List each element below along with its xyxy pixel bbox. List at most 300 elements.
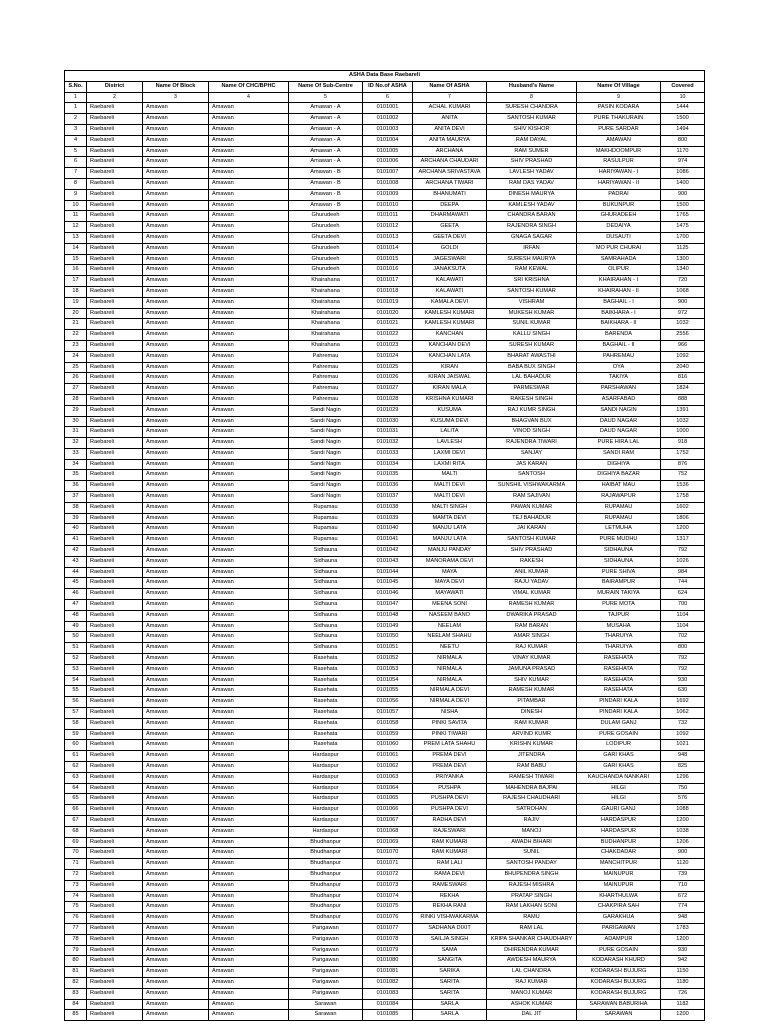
table-cell: 1500: [661, 114, 705, 125]
table-cell: LAVLESH: [413, 438, 487, 449]
table-cell: 42: [65, 546, 87, 557]
table-cell: Amawan: [143, 114, 209, 125]
table-cell: 1170: [661, 146, 705, 157]
table-cell: 0101082: [363, 977, 413, 988]
table-cell: Amawan: [143, 697, 209, 708]
table-cell: Amawan: [209, 481, 289, 492]
table-cell: LAXMI RITA: [413, 459, 487, 470]
table-cell: 966: [661, 340, 705, 351]
table-cell: Amawan: [209, 394, 289, 405]
table-cell: Amawan: [143, 319, 209, 330]
table-cell: RASEHATA: [577, 675, 661, 686]
table-cell: 7: [65, 168, 87, 179]
table-cell: Raebareli: [87, 988, 143, 999]
table-cell: KUSUMA: [413, 405, 487, 416]
table-cell: RAM KUMAR: [487, 718, 577, 729]
column-header: Husband's Name: [487, 81, 577, 92]
table-row: [65, 340, 705, 351]
table-cell: PURE SHIVA: [577, 567, 661, 578]
table-cell: 63: [65, 772, 87, 783]
table-row: [65, 913, 705, 924]
table-cell: Raebareli: [87, 178, 143, 189]
table-cell: Rupamau: [289, 513, 363, 524]
table-cell: 0101065: [363, 794, 413, 805]
table-cell: SANJAY: [487, 448, 577, 459]
table-cell: RAJAWAPUR: [577, 492, 661, 503]
table-cell: Raebareli: [87, 535, 143, 546]
table-cell: KRISHN KUMAR: [487, 740, 577, 751]
table-cell: Rupamau: [289, 535, 363, 546]
table-cell: 41: [65, 535, 87, 546]
table-cell: Pahremau: [289, 384, 363, 395]
table-cell: Raebareli: [87, 783, 143, 794]
table-cell: 39: [65, 513, 87, 524]
table-cell: Sarawan: [289, 999, 363, 1010]
table-cell: PARIGAWAN: [577, 923, 661, 934]
table-cell: Amawan: [209, 308, 289, 319]
table-cell: MAYAWATI: [413, 589, 487, 600]
table-cell: 0101004: [363, 135, 413, 146]
table-row: [65, 848, 705, 859]
table-cell: 52: [65, 654, 87, 665]
table-cell: 8: [65, 178, 87, 189]
table-cell: Amawan: [143, 751, 209, 762]
table-cell: PREMA DEVI: [413, 762, 487, 773]
table-cell: Amawan: [143, 708, 209, 719]
table-cell: LODIPUR: [577, 740, 661, 751]
table-cell: 974: [661, 157, 705, 168]
table-cell: 0101063: [363, 772, 413, 783]
table-cell: Amawan: [209, 438, 289, 449]
table-cell: Bhudhanpur: [289, 859, 363, 870]
table-cell: SANDI NAGIN: [577, 405, 661, 416]
table-cell: DULAM GANJ: [577, 718, 661, 729]
table-cell: 1536: [661, 481, 705, 492]
table-cell: Bhudhanpur: [289, 902, 363, 913]
table-cell: RAMA DEVI: [413, 869, 487, 880]
table-cell: Amawan - A: [289, 103, 363, 114]
table-cell: KIRAN JAISWAL: [413, 373, 487, 384]
table-cell: 1088: [661, 805, 705, 816]
table-cell: Amawan: [143, 481, 209, 492]
table-cell: 1038: [661, 826, 705, 837]
table-row: [65, 675, 705, 686]
table-cell: ADAMPUR: [577, 934, 661, 945]
table-cell: Raebareli: [87, 438, 143, 449]
table-cell: RAM SUMER: [487, 146, 577, 157]
table-cell: 1765: [661, 211, 705, 222]
table-cell: Raebareli: [87, 610, 143, 621]
table-cell: 72: [65, 869, 87, 880]
table-cell: Hardaspur: [289, 794, 363, 805]
table-cell: JAGESWARI: [413, 254, 487, 265]
table-cell: 0101018: [363, 286, 413, 297]
table-cell: Raebareli: [87, 200, 143, 211]
table-cell: Amawan: [209, 999, 289, 1010]
table-row: [65, 146, 705, 157]
table-cell: PUSHPA DEVI: [413, 805, 487, 816]
table-cell: Bhudhanpur: [289, 869, 363, 880]
table-cell: SANDI RAM: [577, 448, 661, 459]
table-cell: MUSAHA: [577, 621, 661, 632]
table-row: [65, 384, 705, 395]
table-cell: 739: [661, 869, 705, 880]
table-cell: Raebareli: [87, 481, 143, 492]
table-cell: Raebareli: [87, 459, 143, 470]
table-cell: RAJU YADAV: [487, 578, 577, 589]
table-cell: RASEHATA: [577, 664, 661, 675]
table-cell: Raebareli: [87, 286, 143, 297]
table-cell: Ghurudeeh: [289, 243, 363, 254]
table-cell: NIRMALA DEVI: [413, 697, 487, 708]
table-cell: SUNIL: [487, 848, 577, 859]
table-cell: 27: [65, 384, 87, 395]
table-cell: ARCHANA: [413, 146, 487, 157]
table-cell: Amawan: [143, 427, 209, 438]
table-cell: 0101030: [363, 416, 413, 427]
table-cell: GEETA: [413, 222, 487, 233]
table-cell: Amawan: [143, 783, 209, 794]
table-cell: 3: [65, 124, 87, 135]
table-cell: 80: [65, 956, 87, 967]
table-cell: Rasehata: [289, 686, 363, 697]
table-cell: 19: [65, 297, 87, 308]
table-cell: MANJU LATA: [413, 524, 487, 535]
table-row: [65, 103, 705, 114]
table-cell: SANTOSH KUMAR: [487, 286, 577, 297]
column-number: 1: [65, 92, 87, 103]
table-cell: JANAKSUTA: [413, 265, 487, 276]
table-cell: Raebareli: [87, 524, 143, 535]
table-cell: MUKESH KUMAR: [487, 308, 577, 319]
table-cell: SAILJA SINGH: [413, 934, 487, 945]
table-cell: Raebareli: [87, 945, 143, 956]
table-row: [65, 211, 705, 222]
table-cell: KALAWATI: [413, 276, 487, 287]
table-cell: 81: [65, 967, 87, 978]
table-cell: RASULPUR: [577, 157, 661, 168]
table-cell: Sidhauna: [289, 546, 363, 557]
table-cell: Amawan: [209, 934, 289, 945]
table-cell: Amawan: [143, 859, 209, 870]
table-cell: Khairahana: [289, 330, 363, 341]
table-cell: KODARASH BUJURG: [577, 977, 661, 988]
table-cell: 9: [65, 189, 87, 200]
table-cell: Raebareli: [87, 427, 143, 438]
table-row: [65, 891, 705, 902]
table-row: [65, 524, 705, 535]
table-cell: Amawan - B: [289, 178, 363, 189]
table-row: [65, 351, 705, 362]
table-cell: 1444: [661, 103, 705, 114]
table-cell: 792: [661, 654, 705, 665]
table-cell: Raebareli: [87, 891, 143, 902]
table-cell: AWADH BIHARI: [487, 837, 577, 848]
table-cell: Amawan: [209, 945, 289, 956]
table-cell: KODARASH KHURD: [577, 956, 661, 967]
table-cell: 930: [661, 945, 705, 956]
table-cell: RAM KUMARI: [413, 837, 487, 848]
column-number: 7: [413, 92, 487, 103]
table-cell: Raebareli: [87, 880, 143, 891]
table-cell: Amawan: [209, 805, 289, 816]
table-cell: 26: [65, 373, 87, 384]
table-cell: 1104: [661, 621, 705, 632]
table-cell: Raebareli: [87, 308, 143, 319]
table-cell: 984: [661, 567, 705, 578]
table-cell: Amawan: [143, 977, 209, 988]
table-cell: Amawan: [209, 729, 289, 740]
table-row: [65, 654, 705, 665]
table-cell: SUNSHIL VISHWAKARMA: [487, 481, 577, 492]
table-cell: 25: [65, 362, 87, 373]
table-cell: Amawan: [209, 146, 289, 157]
table-cell: 930: [661, 675, 705, 686]
table-cell: KAUCHANDA NANKARI: [577, 772, 661, 783]
column-header: ID No.of ASHA: [363, 81, 413, 92]
table-cell: Raebareli: [87, 772, 143, 783]
table-cell: Amawan: [209, 513, 289, 524]
table-cell: Hardaspur: [289, 751, 363, 762]
table-cell: ANIL KUMAR: [487, 567, 577, 578]
table-cell: Parigawan: [289, 977, 363, 988]
table-cell: Amawan: [209, 956, 289, 967]
table-cell: 0101010: [363, 200, 413, 211]
table-cell: 1200: [661, 815, 705, 826]
table-row: [65, 794, 705, 805]
table-title: ASHA Data Base Raebareli: [65, 71, 705, 82]
table-cell: Amawan: [143, 762, 209, 773]
table-cell: Amawan: [209, 189, 289, 200]
table-cell: MEENA SONI: [413, 600, 487, 611]
table-cell: 79: [65, 945, 87, 956]
table-cell: RAM DAYAL: [487, 135, 577, 146]
table-cell: 900: [661, 297, 705, 308]
table-cell: REKHA RANI: [413, 902, 487, 913]
table-cell: Pahremau: [289, 362, 363, 373]
table-cell: Amawan: [209, 762, 289, 773]
table-cell: Amawan: [209, 967, 289, 978]
table-cell: 82: [65, 977, 87, 988]
table-cell: Raebareli: [87, 416, 143, 427]
table-cell: Raebareli: [87, 114, 143, 125]
table-cell: OLIPUR: [577, 265, 661, 276]
table-cell: 56: [65, 697, 87, 708]
table-cell: 0101042: [363, 546, 413, 557]
table-cell: Amawan: [143, 459, 209, 470]
table-cell: PASIN KODARA: [577, 103, 661, 114]
table-cell: 1086: [661, 168, 705, 179]
table-row: [65, 114, 705, 125]
table-cell: Amawan: [209, 610, 289, 621]
table-cell: 0101055: [363, 686, 413, 697]
table-cell: RASEHATA: [577, 686, 661, 697]
table-cell: Sidhauna: [289, 567, 363, 578]
table-cell: Sidhauna: [289, 643, 363, 654]
table-cell: Amawan: [209, 826, 289, 837]
table-cell: KRIPA SHANKAR CHAUDHARY: [487, 934, 577, 945]
table-cell: Amawan: [143, 815, 209, 826]
table-cell: DIGHIYA BAZAR: [577, 470, 661, 481]
table-cell: HARIYAWAN - II: [577, 178, 661, 189]
table-cell: Amawan: [209, 632, 289, 643]
table-cell: 74: [65, 891, 87, 902]
table-cell: 630: [661, 686, 705, 697]
table-cell: 700: [661, 600, 705, 611]
table-cell: DHARMAWATI: [413, 211, 487, 222]
table-cell: RAJENDRA SINGH: [487, 222, 577, 233]
table-cell: 0101064: [363, 783, 413, 794]
table-cell: Amawan: [143, 945, 209, 956]
table-cell: SANTOSH KUMAR: [487, 535, 577, 546]
table-cell: Amawan: [143, 772, 209, 783]
table-row: [65, 254, 705, 265]
table-cell: 4: [65, 135, 87, 146]
table-cell: 0101043: [363, 556, 413, 567]
table-cell: 13: [65, 232, 87, 243]
table-cell: 710: [661, 880, 705, 891]
table-cell: Raebareli: [87, 135, 143, 146]
table-row: [65, 546, 705, 557]
table-cell: Parigawan: [289, 934, 363, 945]
table-cell: Amawan: [143, 394, 209, 405]
table-cell: 1824: [661, 384, 705, 395]
table-cell: Amawan: [143, 902, 209, 913]
table-cell: Amawan: [209, 654, 289, 665]
table-cell: BARENDA: [577, 330, 661, 341]
table-cell: KANCHAN: [413, 330, 487, 341]
table-row: [65, 815, 705, 826]
table-cell: 43: [65, 556, 87, 567]
table-cell: Amawan: [143, 524, 209, 535]
table-cell: SARLA: [413, 999, 487, 1010]
table-cell: DHIRENDRA KUMAR: [487, 945, 577, 956]
table-cell: MALTI DEVI: [413, 481, 487, 492]
table-cell: MURAIN TAKIYA: [577, 589, 661, 600]
table-cell: 1692: [661, 697, 705, 708]
table-cell: 12: [65, 222, 87, 233]
table-cell: Amawan: [143, 492, 209, 503]
table-cell: NIRMALA: [413, 675, 487, 686]
table-cell: 0101029: [363, 405, 413, 416]
table-cell: Amawan: [209, 135, 289, 146]
table-cell: Amawan: [143, 589, 209, 600]
table-cell: Amawan: [143, 805, 209, 816]
table-cell: 51: [65, 643, 87, 654]
table-cell: Raebareli: [87, 859, 143, 870]
table-cell: Sarawan: [289, 1010, 363, 1021]
table-row: [65, 589, 705, 600]
table-cell: Amawan: [209, 567, 289, 578]
table-cell: Raebareli: [87, 362, 143, 373]
table-cell: Amawan: [143, 837, 209, 848]
table-cell: 0101003: [363, 124, 413, 135]
table-row: [65, 729, 705, 740]
table-cell: RAM DAS YADAV: [487, 178, 577, 189]
table-cell: Sandi Nagin: [289, 481, 363, 492]
table-cell: 816: [661, 373, 705, 384]
table-cell: Hardaspur: [289, 783, 363, 794]
table-cell: 16: [65, 265, 87, 276]
table-cell: 0101075: [363, 902, 413, 913]
table-row: [65, 427, 705, 438]
table-cell: RAJ KUMAR: [487, 977, 577, 988]
table-cell: NEELAM: [413, 621, 487, 632]
table-cell: HILGI: [577, 794, 661, 805]
table-cell: Amawan: [209, 902, 289, 913]
table-cell: 14: [65, 243, 87, 254]
table-cell: Amawan: [209, 848, 289, 859]
table-cell: 948: [661, 751, 705, 762]
table-cell: NASEEM BANO: [413, 610, 487, 621]
table-cell: THARUIYA: [577, 632, 661, 643]
table-cell: Raebareli: [87, 567, 143, 578]
table-cell: Amawan: [143, 168, 209, 179]
table-cell: SAMRAHADA: [577, 254, 661, 265]
table-cell: DIGHIYA: [577, 459, 661, 470]
table-cell: Raebareli: [87, 157, 143, 168]
table-cell: Amawan: [209, 815, 289, 826]
table-cell: Amawan: [143, 222, 209, 233]
table-cell: Raebareli: [87, 448, 143, 459]
table-cell: RAM BABU: [487, 762, 577, 773]
table-cell: Sandi Nagin: [289, 438, 363, 449]
column-header: Name Of CHC/BPHC: [209, 81, 289, 92]
table-cell: Amawan: [209, 459, 289, 470]
table-cell: Amawan: [209, 783, 289, 794]
table-cell: 1340: [661, 265, 705, 276]
table-cell: MAINUPUR: [577, 869, 661, 880]
table-row: [65, 740, 705, 751]
table-cell: Raebareli: [87, 654, 143, 665]
table-cell: Pahremau: [289, 351, 363, 362]
table-cell: Bhudhanpur: [289, 880, 363, 891]
table-cell: Rasehata: [289, 729, 363, 740]
table-row: [65, 276, 705, 287]
table-cell: Ghurudeeh: [289, 254, 363, 265]
table-cell: KODARASH BUJURG: [577, 988, 661, 999]
table-cell: 1120: [661, 859, 705, 870]
table-cell: Amawan - A: [289, 124, 363, 135]
table-cell: KALAWATI: [413, 286, 487, 297]
table-cell: ARCHANA TIWARI: [413, 178, 487, 189]
table-cell: RAJIV: [487, 815, 577, 826]
table-cell: Amawan: [143, 546, 209, 557]
table-cell: RADHA DEVI: [413, 815, 487, 826]
table-cell: Amawan: [143, 200, 209, 211]
table-cell: Rasehata: [289, 654, 363, 665]
table-row: [65, 956, 705, 967]
table-cell: Raebareli: [87, 869, 143, 880]
table-cell: MALTI: [413, 470, 487, 481]
table-cell: 0101059: [363, 729, 413, 740]
table-cell: MANJU LATA: [413, 535, 487, 546]
table-cell: SARLA: [413, 1010, 487, 1021]
table-cell: 0101014: [363, 243, 413, 254]
table-cell: ARCHANA SRIVASTAVA: [413, 168, 487, 179]
table-cell: PITAMBAR: [487, 697, 577, 708]
table-cell: 1200: [661, 1010, 705, 1021]
table-row: [65, 718, 705, 729]
table-cell: 702: [661, 632, 705, 643]
table-cell: 0101071: [363, 859, 413, 870]
column-number-row: [65, 92, 705, 103]
table-cell: Rupamau: [289, 524, 363, 535]
table-cell: 0101068: [363, 826, 413, 837]
table-cell: 0101046: [363, 589, 413, 600]
table-cell: LAL CHANDRA: [487, 967, 577, 978]
table-cell: MANORAMA DEVI: [413, 556, 487, 567]
